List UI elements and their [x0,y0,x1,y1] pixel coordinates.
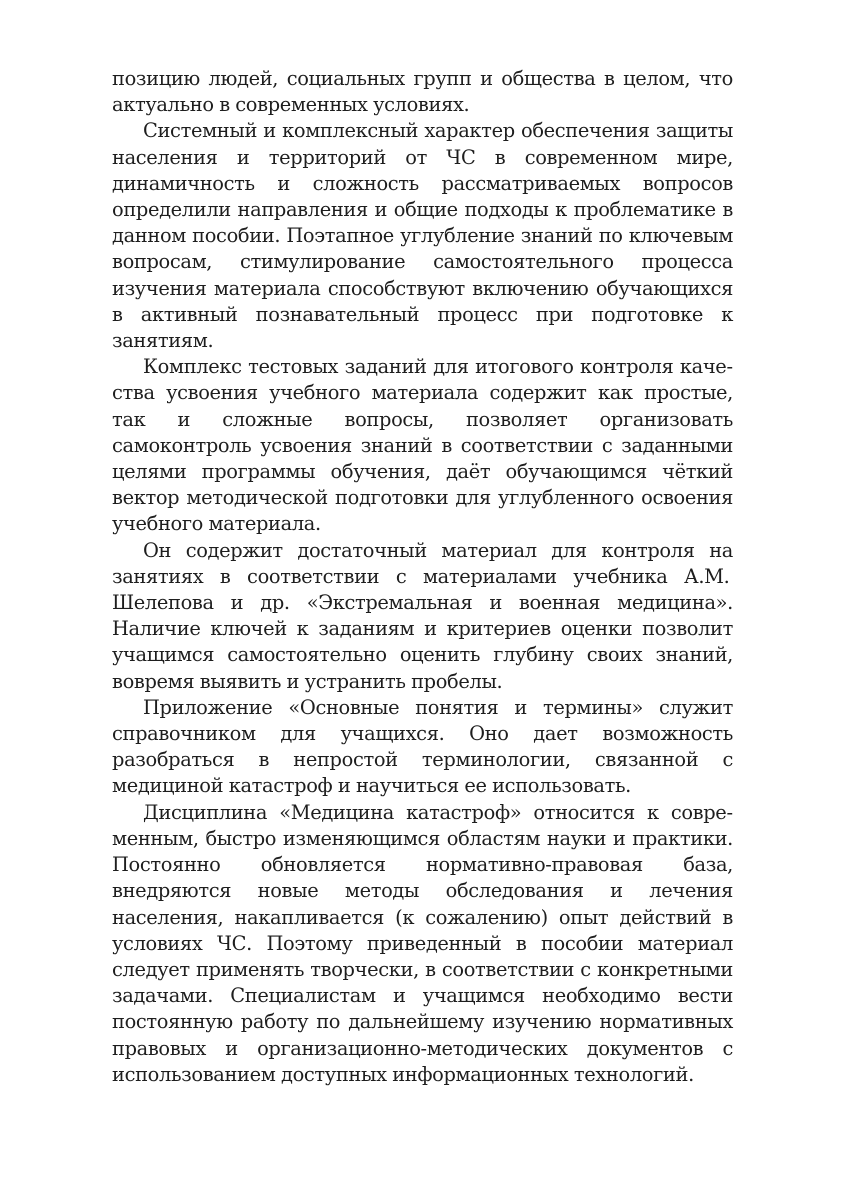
document-page [112,66,733,1088]
paragraph-discipline: Дисциплина «Медицина катастроф» относится к современным, быстро изменяющимся областям науки и практики. Постоянно обновляется нормативно-правовая база, внедряются новые методы обследования и лечения населения, накапливается (к сожалению) опыт действий в условиях ЧС. Поэтому приведенный в пособии материал следует применять творчески, в соответствии с конкретными задачами. Специалистам и учащимся необходимо вести постоянную работу по дальнейшему изучению нормативных правовых и организационно-методических документов с использованием доступных информационных технологий. [112,800,733,1086]
paragraph-control-material: Он содержит достаточный материал для контроля на занятиях в соответствии с материалами учебника А.М. Шелепова и др. «Экстремальная и военная медицина». Наличие ключей к заданиям и критериев оценки позволит учащимся самостоятельно оценить глубину своих знаний, вовремя выявить и устранить пробелы. [112,538,733,693]
paragraph-appendix-terms: Приложение «Основные понятия и термины» служит справочником для учащихся. Оно дает возможность разобраться в непростой терминологии, связанной с медициной катастроф и научиться ее использовать. [112,695,733,798]
paragraph-system-protection: Системный и комплексный характер обеспечения защиты населения и территорий от ЧС в современном мире, динамичность и сложность рассматриваемых вопросов определили направления и общие подходы к проблематике в данном пособии. Поэтапное углубление знаний по ключевым вопросам, стимулирование самостоятельного процесса изучения материала способствуют включению обучающихся в активный познавательный процесс при подготовке к занятиям. [112,119,733,353]
paragraph-continuation: позицию людей, социальных групп и общества в целом, что актуально в современных условиях. [112,67,733,117]
paragraph-test-tasks: Комплекс тестовых заданий для итогового контроля качества усвоения учебного материала содержит как простые, так и сложные вопросы, позволяет организовать самоконтроль усвоения знаний в соответствии с заданными целями программы обучения, даёт обучающимся чёткий вектор методической подготовки для углубленного освоения учебного материала. [112,355,733,536]
